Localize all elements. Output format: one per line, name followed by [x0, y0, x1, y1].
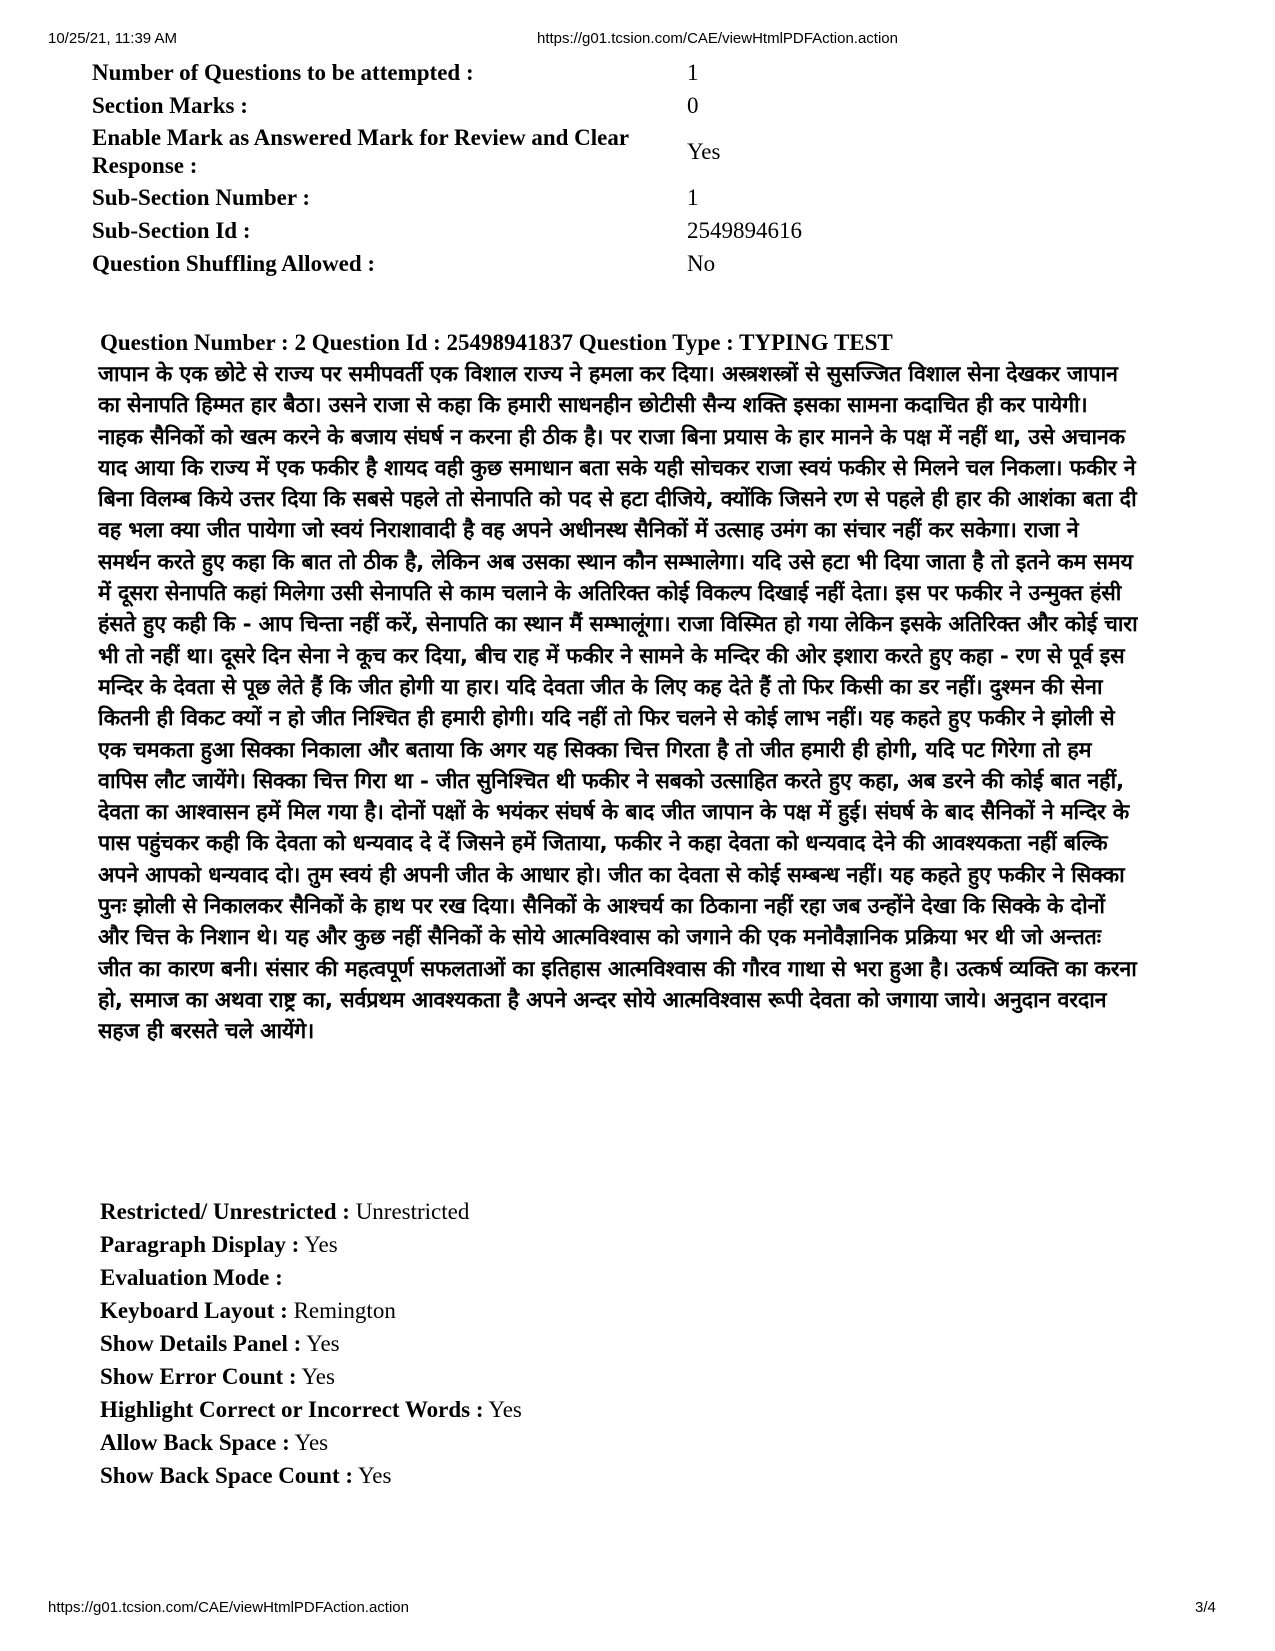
- meta-row: [92, 122, 1132, 181]
- meta-label: Sub-Section Id :: [92, 217, 251, 243]
- option-value: Yes: [294, 1430, 329, 1455]
- meta-row: [92, 56, 1132, 89]
- option-value: Remington: [293, 1298, 396, 1323]
- meta-value: Yes: [687, 138, 721, 164]
- option-row: [100, 1261, 1140, 1294]
- print-datetime: 10/25/21, 11:39 AM: [48, 30, 177, 47]
- meta-row: [92, 247, 1132, 280]
- question-header: Question Number : 2 Question Id : 25498941837 Question Type : TYPING TEST: [100, 330, 893, 355]
- typing-passage: जापान के एक छोटे से राज्य पर समीपवर्ती एक विशाल राज्य ने हमला कर दिया। अस्त्रशस्त्रों से सुसज्जित विशाल सेना देखकर जापान का सेनापति हिम्मत हार बैठा। उसने राजा से कहा कि हमारी साधनहीन छोटीसी सैन्य शक्ति इसका सामना कदाचित ही कर पायेगी। नाहक सैनिकों को खत्म करने के बजाय संघर्ष न करना ही ठीक है। पर राजा बिना प्रयास के हार मानने के पक्ष में नहीं था, उसे अचानक याद आया कि राज्य में एक फकीर है शायद वही कुछ समाधान बता सके यही सोचकर राजा स्वयं फकीर से मिलने चल निकला। फकीर ने बिना विलम्ब किये उत्तर दिया कि सबसे पहले तो सेनापति को पद से हटा दीजिये, क्योंकि जिसने रण से पहले ही हार की आशंका बता दी वह भला क्या जीत पायेगा जो स्वयं निराशावादी है वह अपने अधीनस्थ सैनिकों में उत्साह उमंग का संचार नहीं कर सकेगा। राजा ने समर्थन करते हुए कहा कि बात तो ठीक है, लेकिन अब उसका स्थान कौन सम्भालेगा। यदि उसे हटा भी दिया जाता है तो इतने कम समय में दूसरा सेनापति कहां मिलेगा उसी सेनापति से काम चलाने के अतिरिक्त कोई विकल्प दिखाई नहीं देता। इस पर फकीर ने उन्मुक्त हंसी हंसते हुए कही कि - आप चिन्ता नहीं करें, सेनापति का स्थान मैं सम्भालूंगा। राजा विस्मित हो गया लेकिन इसके अतिरिक्त और कोई चारा भी तो नहीं था। दूसरे दिन सेना ने कूच कर दिया, बीच राह में फकीर ने सामने के मन्दिर की ओर इशारा करते हुए कहा - रण से पूर्व इस मन्दिर के देवता से पूछ लेते हैं कि जीत होगी या हार। यदि देवता जीत के लिए कह देते हैं तो फिर किसी का डर नहीं। दुश्मन की सेना कितनी ही विकट क्यों न हो जीत निश्चित ही हमारी होगी। यदि नहीं तो फिर चलने से कोई लाभ नहीं। यह कहते हुए फकीर ने झोली से एक चमकता हुआ सिक्का निकाला और बताया कि अगर यह सिक्का चित्त गिरता है तो जीत हमारी ही होगी, यदि पट गिरेगा तो हम वापिस लौट जायेंगे। सिक्का चित्त गिरा था - जीत सुनिश्चित थी फकीर ने सबको उत्साहित करते हुए कहा, अब डरने की कोई बात नहीं, देवता का आश्वासन हमें मिल गया है। दोनों पक्षों के भयंकर संघर्ष के बाद जीत जापान के पक्ष में हुई। संघर्ष के बाद सैनिकों ने मन्दिर के पास पहुंचकर कही कि देवता को धन्यवाद दे दें जिसने हमें जिताया, फकीर ने कहा देवता को धन्यवाद देने की आवश्यकता नहीं बल्कि अपने आपको धन्यवाद दो। तुम स्वयं ही अपनी जीत के आधार हो। जीत का देवता से कोई सम्बन्ध नहीं। यह कहते हुए फकीर ने सिक्का पुनः झोली से निकालकर सैनिकों के हाथ पर रख दिया। सैनिकों के आश्चर्य का ठिकाना नहीं रहा जब उन्होंने देखा कि सिक्के के दोनों और चित्त के निशान थे। यह और कुछ नहीं सैनिकों के सोये आत्मविश्वास को जगाने की एक मनोवैज्ञानिक प्रक्रिया भर थी जो अन्ततः जीत का कारण बनी। संसार की महत्वपूर्ण सफलताओं का इतिहास आत्मविश्वास की गौरव गाथा से भरा हुआ है। उत्कर्ष व्यक्ति का करना हो, समाज का अथवा राष्ट्र का, सर्वप्रथम आवश्यकता है अपने अन्दर सोये आत्मविश्वास रूपी देवता को जगाया जाये। अनुदान वरदान सहज ही बरसते चले आयेंगे।: [98, 362, 1138, 1045]
- meta-value: 1: [687, 59, 699, 85]
- option-label: Evaluation Mode :: [100, 1265, 283, 1290]
- option-value: Yes: [306, 1331, 340, 1356]
- meta-value: No: [687, 250, 716, 276]
- meta-label: Section Marks :: [92, 92, 248, 118]
- option-row: [100, 1426, 1140, 1459]
- section-meta-table: [92, 56, 1132, 280]
- option-label: Highlight Correct or Incorrect Words :: [100, 1397, 484, 1422]
- option-label: Allow Back Space :: [100, 1430, 290, 1455]
- option-row: [100, 1393, 1140, 1426]
- option-row: [100, 1360, 1140, 1393]
- meta-label: Question Shuffling Allowed :: [92, 250, 376, 276]
- option-row: [100, 1228, 1140, 1261]
- meta-row: [92, 181, 1132, 214]
- option-label: Show Back Space Count :: [100, 1463, 354, 1488]
- print-url-footer: https://g01.tcsion.com/CAE/viewHtmlPDFAction.action: [48, 1599, 409, 1616]
- option-value: Yes: [304, 1232, 338, 1257]
- option-label: Show Error Count :: [100, 1364, 297, 1389]
- option-value: Yes: [357, 1463, 392, 1488]
- meta-label: Sub-Section Number :: [92, 184, 311, 210]
- meta-row: [92, 214, 1132, 247]
- meta-label: Number of Questions to be attempted :: [92, 59, 474, 85]
- meta-label: Enable Mark as Answered Mark for Review and Clear Response :: [92, 124, 629, 178]
- question-options: [100, 1195, 1140, 1492]
- meta-row: [92, 89, 1132, 122]
- print-url-header: https://g01.tcsion.com/CAE/viewHtmlPDFAction.action: [537, 30, 898, 47]
- option-label: Show Details Panel :: [100, 1331, 302, 1356]
- option-value: Yes: [301, 1364, 335, 1389]
- option-value: Yes: [488, 1397, 522, 1422]
- option-row: [100, 1327, 1140, 1360]
- option-label: Restricted/ Unrestricted :: [100, 1199, 350, 1224]
- option-row: [100, 1294, 1140, 1327]
- page-number: 3/4: [1195, 1599, 1216, 1616]
- meta-value: 0: [687, 92, 699, 118]
- option-label: Keyboard Layout :: [100, 1298, 288, 1323]
- option-value: Unrestricted: [355, 1199, 470, 1224]
- option-label: Paragraph Display :: [100, 1232, 300, 1257]
- option-row: [100, 1459, 1140, 1492]
- meta-value: 2549894616: [687, 217, 802, 243]
- option-row: [100, 1195, 1140, 1228]
- meta-value: 1: [687, 184, 699, 210]
